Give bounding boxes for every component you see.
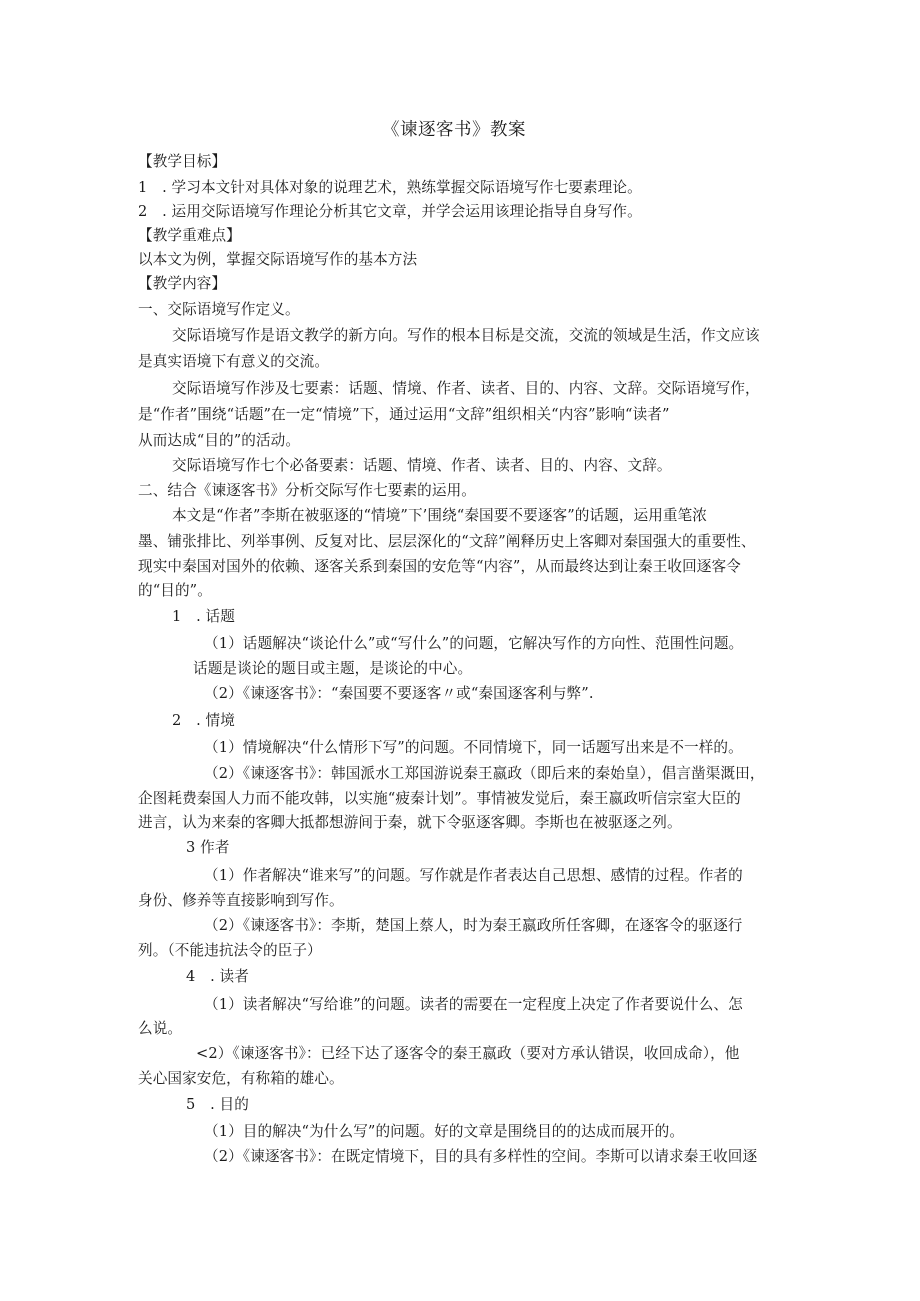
heading-teaching-content: 【教学内容】 xyxy=(138,275,227,292)
paragraph-line: 交际语境写作是语文教学的新方向。写作的根本目标是交流，交流的领域是生活，作文应该 xyxy=(172,327,760,344)
paragraph-line: （2）《谏逐客书》：韩国派水工郑国游说秦王嬴政（即后来的秦始皇），倡言凿渠溉田， xyxy=(204,765,765,782)
paragraph-line: 是真实语境下有意义的交流。 xyxy=(138,353,330,370)
paragraph-line: （1）作者解决“谁来写”的问题。写作就是作者表达自己思想、感情的过程。作者的 xyxy=(204,867,743,884)
page-title: 《谏逐客书》教案 xyxy=(382,120,526,140)
paragraph-line: 是“作者”围绕“话题”在一定“情境”下，通过运用“文辞”组织相关“内容”影响“读者” xyxy=(138,406,670,423)
paragraph-line: （2）《谏逐客书》：李斯，楚国上蔡人，时为秦王嬴政所任客卿，在逐客令的驱逐行 xyxy=(204,917,743,934)
paragraph-line: （1）目的解决“为什么写”的问题。好的文章是围绕目的的达成而展开的。 xyxy=(204,1123,685,1140)
goal-item-2: 2 . 运用交际语境写作理论分析其它文章，并学会运用该理论指导自身写作。 xyxy=(138,203,642,220)
heading-key-points: 【教学重难点】 xyxy=(138,227,241,244)
paragraph-line: （1）话题解决“谈论什么”或“写什么”的问题，它解决写作的方向性、范围性问题。 xyxy=(204,635,744,652)
paragraph-line: 从而达成“目的”的活动。 xyxy=(138,432,301,449)
section-heading-1: 一、交际语境写作定义。 xyxy=(138,301,300,318)
paragraph-line: 墨、铺张排比、列举事例、反复对比、层层深化的“文辞”阐释历史上客卿对秦国强大的重要性、 xyxy=(138,533,756,550)
heading-teaching-goals: 【教学目标】 xyxy=(138,153,227,170)
paragraph-line: （1）情境解决“什么情形下写”的问题。不同情境下，同一话题写出来是不一样的。 xyxy=(204,739,743,756)
key-point-text: 以本文为例，掌握交际语境写作的基本方法 xyxy=(138,251,418,268)
paragraph-line: 列。（不能违抗法令的臣子） xyxy=(138,942,322,959)
paragraph-line: 交际语境写作涉及七要素：话题、情境、作者、读者、目的、内容、文辞。交际语境写作， xyxy=(172,380,760,397)
paragraph-line: 现实中秦国对国外的依赖、逐客关系到秦国的安危等“内容”，从而最终达到让秦王收回逐客令 xyxy=(138,558,741,575)
paragraph-line: 身份、修养等直接影响到写作。 xyxy=(138,892,344,909)
subsection-reader: 4 . 读者 xyxy=(186,968,249,985)
paragraph-line: 进言，认为来秦的客卿大抵都想游间于秦，就下令驱逐客卿。李斯也在被驱逐之列。 xyxy=(138,814,682,831)
section-heading-2: 二、结合《谏逐客书》分析交际写作七要素的运用。 xyxy=(138,482,476,499)
subsection-purpose: 5 . 目的 xyxy=(186,1096,249,1113)
subsection-topic: 1 . 话题 xyxy=(172,608,235,625)
paragraph-line: （1）读者解决“写给谁”的问题。读者的需要在一定程度上决定了作者要说什么、怎 xyxy=(204,996,743,1013)
paragraph-line: 话题是谈论的题目或主题，是谈论的中心。 xyxy=(193,660,473,677)
goal-item-1: 1 . 学习本文针对具体对象的说理艺术，熟练掌握交际语境写作七要素理论。 xyxy=(138,179,642,196)
paragraph-line: <2）《谏逐客书》：已经下达了逐客令的秦王嬴政（要对方承认错误，收回成命），他 xyxy=(196,1045,740,1062)
paragraph-line: 么说。 xyxy=(138,1020,183,1037)
paragraph-line: 企图耗费秦国人力而不能攻韩，以实施“疲秦计划”。事情被发觉后，秦王嬴政听信宗室大臣的 xyxy=(138,790,741,807)
paragraph-line: 交际语境写作七个必备要素：话题、情境、作者、读者、目的、内容、文辞。 xyxy=(172,457,672,474)
paragraph-line: （2）《谏逐客书》：在既定情境下，目的具有多样性的空间。李斯可以请求秦王收回逐 xyxy=(204,1148,758,1165)
paragraph-line: 关心国家安危，有称箱的雄心。 xyxy=(138,1070,344,1087)
paragraph-line: （2）《谏逐客书》：“秦国要不要逐客〃或“秦国逐客利与弊”. xyxy=(204,685,594,702)
subsection-context: 2 . 情境 xyxy=(172,712,235,729)
paragraph-line: 的“目的”。 xyxy=(138,582,212,599)
subsection-author: 3 作者 xyxy=(186,839,230,856)
paragraph-line: 本文是“作者”李斯在被驱逐的“情境”下’围绕“秦国要不要逐客”的话题，运用重笔浓 xyxy=(172,507,707,524)
